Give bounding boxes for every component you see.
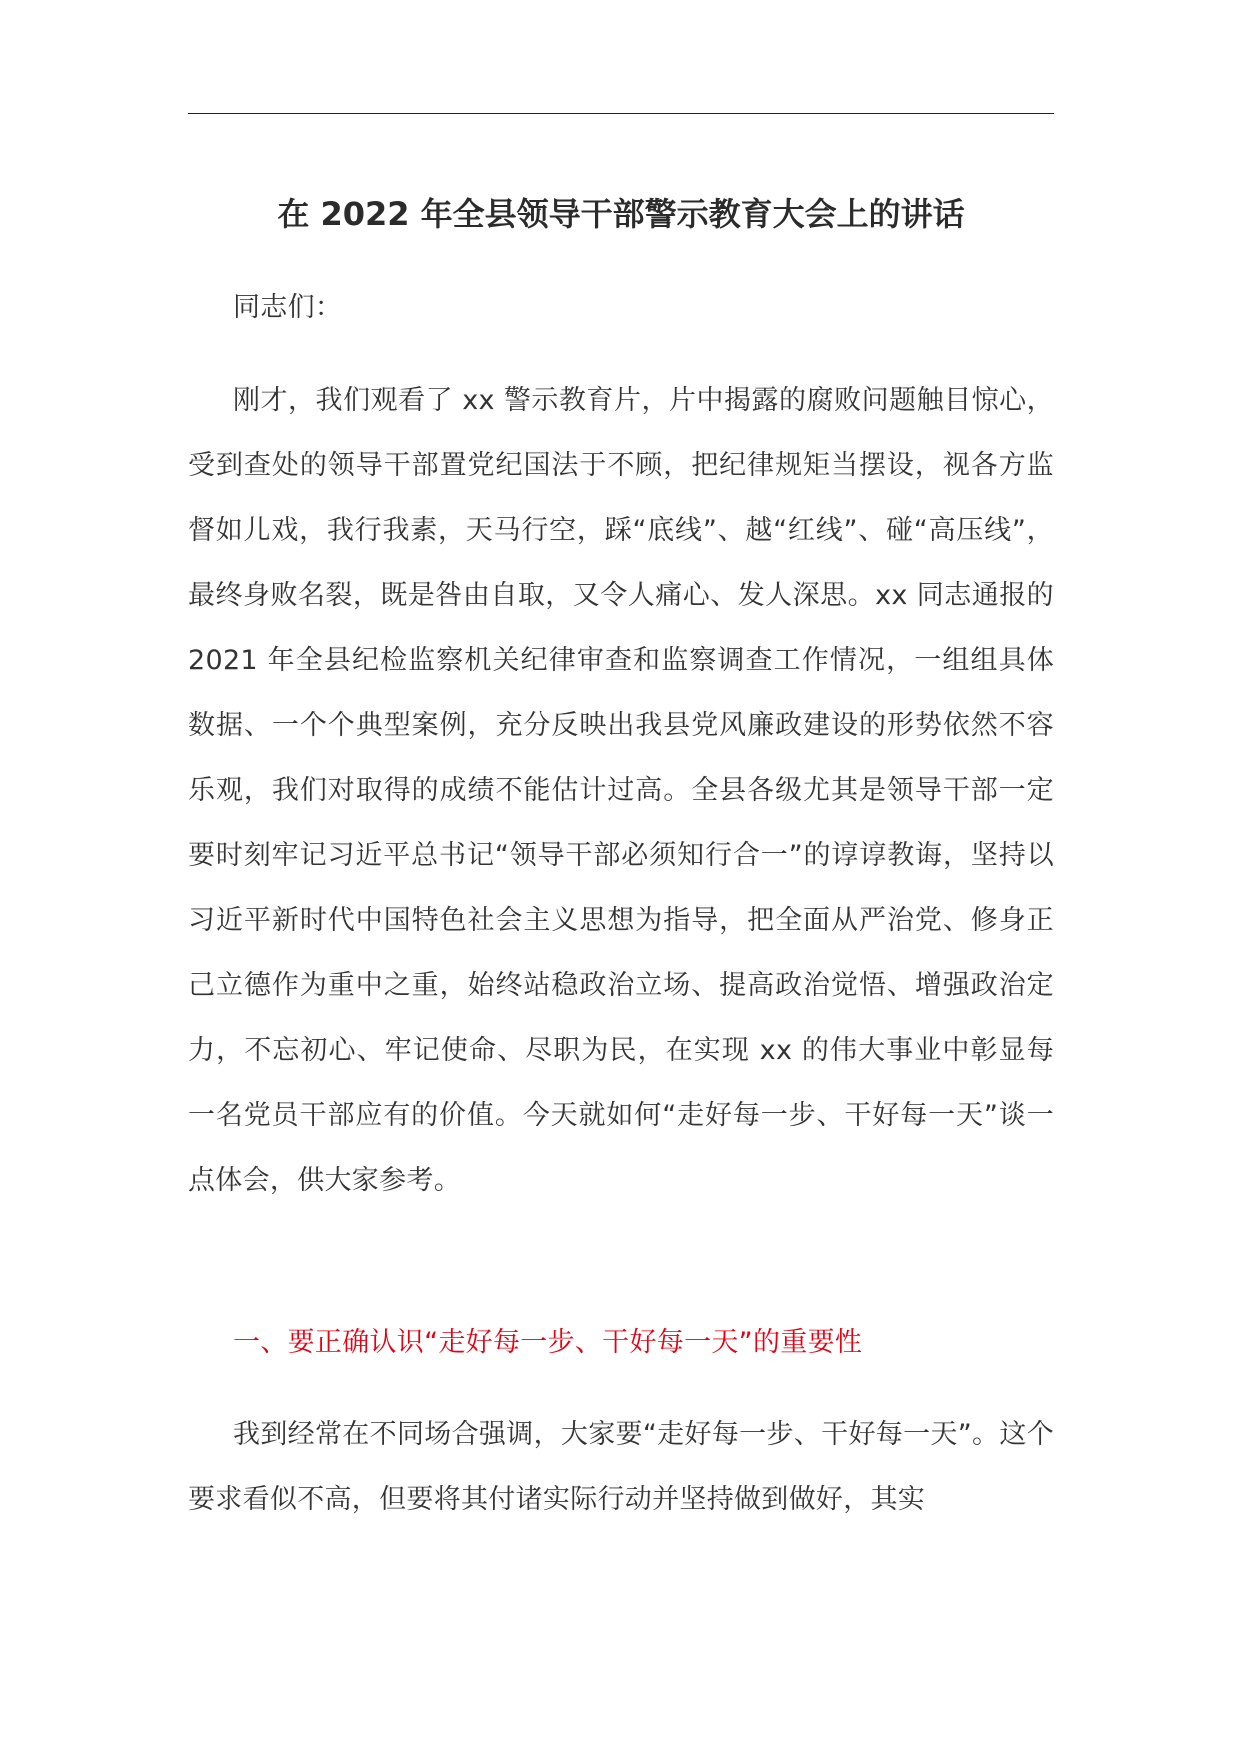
body-paragraph: 我到经常在不同场合强调，大家要“走好每一步、干好每一天”。这个要求看似不高，但要将其付诸实际行动并坚持做到做好，其实: [188, 1419, 1054, 1515]
body-paragraph: 刚才，我们观看了 xx 警示教育片，片中揭露的腐败问题触目惊心，受到查处的领导干部置党纪国法于不顾，把纪律规矩当摆设，视各方监督如儿戏，我行我素，天马行空，踩“底线”、越“红线”、碰“高压线”，最终身败名裂，既是咎由自取，又令人痛心、发人深思。xx 同志通报的 2021 年全县纪检监察机关纪律审查和监察调查工作情况，一组组具体数据、一个个典型案例，充分反映出我县党风廉政建设的形势依然不容乐观，我们对取得的成绩不能估计过高。全县各级尤其是领导干部一定要时刻牢记习近平总书记“领导干部必须知行合一”的谆谆教诲，坚持以习近平新时代中国特色社会主义思想为指导，把全面从严治党、修身正己立德作为重中之重，始终站稳政治立场、提高政治觉悟、增强政治定力，不忘初心、牢记使命、尽职为民，在实现 xx 的伟大事业中彰显每一名党员干部应有的价值。今天就如何“走好每一步、干好每一天”谈一点体会，供大家参考。: [188, 385, 1054, 1196]
section-heading: 一、要正确认识“走好每一步、干好每一天”的重要性: [233, 1327, 863, 1358]
header-rule: [188, 113, 1054, 114]
salutation: 同志们：: [233, 292, 343, 323]
document-title: 在 2022 年全县领导干部警示教育大会上的讲话: [277, 195, 965, 233]
